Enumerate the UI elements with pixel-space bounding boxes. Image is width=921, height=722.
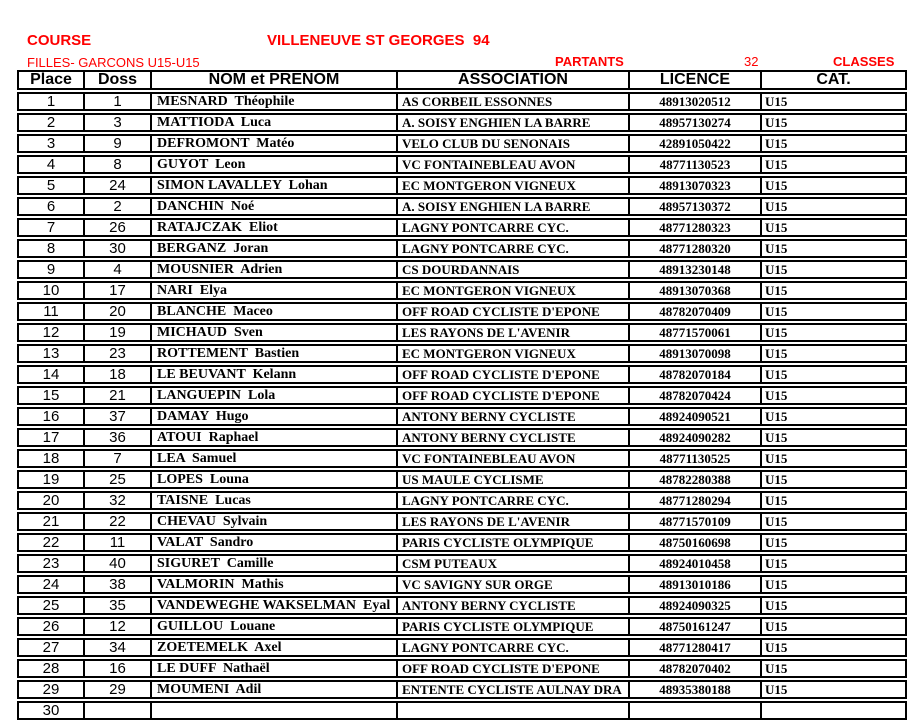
cell-place: 26	[19, 619, 85, 634]
cell-cat: U15	[765, 178, 788, 193]
cell-name: DEFROMONT Matéo	[152, 136, 398, 151]
cell-doss: 21	[85, 388, 152, 403]
cell-cat: U15	[765, 346, 788, 361]
cell-cat: U15	[765, 598, 788, 613]
table-row	[17, 428, 907, 447]
cell-doss: 8	[85, 157, 152, 172]
table-row	[17, 638, 907, 657]
table-row	[17, 596, 907, 615]
table-row	[17, 155, 907, 174]
cell-association: EC MONTGERON VIGNEUX	[398, 178, 630, 193]
cell-cat: U15	[765, 577, 788, 592]
cell-place: 21	[19, 514, 85, 529]
cell-licence: 48957130372	[630, 199, 762, 214]
cell-licence: 48924090325	[630, 598, 762, 613]
cell-doss: 40	[85, 556, 152, 571]
table-row	[17, 92, 907, 111]
cell-association: VC SAVIGNY SUR ORGE	[398, 577, 630, 592]
table-row	[17, 176, 907, 195]
cell-cat: U15	[765, 556, 788, 571]
cell-association: ANTONY BERNY CYCLISTE	[398, 598, 630, 613]
cell-name: VALMORIN Mathis	[152, 577, 398, 592]
cell-place: 13	[19, 346, 85, 361]
cell-association: LAGNY PONTCARRE CYC.	[398, 241, 630, 256]
cell-cat: U15	[765, 94, 788, 109]
table-row	[17, 680, 907, 699]
cell-licence: 48782070409	[630, 304, 762, 319]
cell-licence: 48913070368	[630, 283, 762, 298]
cell-name: MICHAUD Sven	[152, 325, 398, 340]
cell-cat: U15	[765, 262, 788, 277]
cell-association: LES RAYONS DE L'AVENIR	[398, 514, 630, 529]
cell-association: PARIS CYCLISTE OLYMPIQUE	[398, 535, 630, 550]
cell-place: 5	[19, 178, 85, 193]
table-row	[17, 533, 907, 552]
course-label: COURSE	[27, 32, 92, 49]
cell-name: CHEVAU Sylvain	[152, 514, 398, 529]
table-row	[17, 344, 907, 363]
cell-doss	[85, 703, 152, 718]
cell-name: LOPES Louna	[152, 472, 398, 487]
cell-name: ATOUI Raphael	[152, 430, 398, 445]
cell-association	[398, 703, 630, 718]
cell-doss: 25	[85, 472, 152, 487]
col-header-association: ASSOCIATION	[398, 72, 630, 88]
cell-name: DAMAY Hugo	[152, 409, 398, 424]
cell-name: MOUMENI Adil	[152, 682, 398, 697]
cell-place: 15	[19, 388, 85, 403]
cell-place: 4	[19, 157, 85, 172]
cell-licence: 48771280320	[630, 241, 762, 256]
cell-cat: U15	[765, 640, 788, 655]
cell-doss: 24	[85, 178, 152, 193]
cell-association: EC MONTGERON VIGNEUX	[398, 283, 630, 298]
cell-name: NARI Elya	[152, 283, 398, 298]
cell-name: SIGURET Camille	[152, 556, 398, 571]
partants-value: 32	[744, 54, 759, 69]
cell-licence: 48782280388	[630, 472, 762, 487]
cell-place: 11	[19, 304, 85, 319]
cell-cat: U15	[765, 472, 788, 487]
cell-doss: 4	[85, 262, 152, 277]
cell-doss: 12	[85, 619, 152, 634]
cell-licence: 48913010186	[630, 577, 762, 592]
cell-cat: U15	[765, 493, 788, 508]
col-header-doss: Doss	[85, 72, 152, 88]
cell-association: OFF ROAD CYCLISTE D'EPONE	[398, 661, 630, 676]
table-row	[17, 323, 907, 342]
cell-doss: 30	[85, 241, 152, 256]
cell-licence: 48924090282	[630, 430, 762, 445]
cell-place: 28	[19, 661, 85, 676]
cell-place: 1	[19, 94, 85, 109]
table-row	[17, 134, 907, 153]
cell-licence: 48935380188	[630, 682, 762, 697]
cell-association: US MAULE CYCLISME	[398, 472, 630, 487]
table-row	[17, 617, 907, 636]
cell-doss: 37	[85, 409, 152, 424]
cell-licence	[630, 703, 762, 718]
cell-place: 7	[19, 220, 85, 235]
cell-doss: 36	[85, 430, 152, 445]
cell-cat: U15	[765, 388, 788, 403]
col-header-licence: LICENCE	[630, 72, 762, 88]
classes-label: CLASSES	[833, 54, 895, 69]
cell-cat: U15	[765, 661, 788, 676]
cell-name: TAISNE Lucas	[152, 493, 398, 508]
table-row	[17, 554, 907, 573]
cell-cat: U15	[765, 409, 788, 424]
cell-licence: 48924010458	[630, 556, 762, 571]
table-row	[17, 302, 907, 321]
cell-licence: 48913020512	[630, 94, 762, 109]
race-title: VILLENEUVE ST GEORGES 94	[267, 32, 490, 49]
cell-name: GUYOT Leon	[152, 157, 398, 172]
cell-doss: 29	[85, 682, 152, 697]
cell-name: GUILLOU Louane	[152, 619, 398, 634]
cell-doss: 7	[85, 451, 152, 466]
cell-licence: 48771130525	[630, 451, 762, 466]
cell-cat: U15	[765, 220, 788, 235]
cell-cat: U15	[765, 304, 788, 319]
cell-association: VC FONTAINEBLEAU AVON	[398, 451, 630, 466]
cell-cat: U15	[765, 430, 788, 445]
cell-name: MATTIODA Luca	[152, 115, 398, 130]
cell-doss: 2	[85, 199, 152, 214]
cell-association: VC FONTAINEBLEAU AVON	[398, 157, 630, 172]
cell-licence: 48913070323	[630, 178, 762, 193]
cell-licence: 48924090521	[630, 409, 762, 424]
table-body	[17, 92, 907, 720]
cell-name: LANGUEPIN Lola	[152, 388, 398, 403]
cell-licence: 48771570061	[630, 325, 762, 340]
cell-place: 9	[19, 262, 85, 277]
cell-doss: 34	[85, 640, 152, 655]
table-header-row	[17, 70, 907, 90]
cell-doss: 3	[85, 115, 152, 130]
cell-name: VANDEWEGHE WAKSELMAN Eyal	[152, 598, 398, 613]
cell-doss: 38	[85, 577, 152, 592]
col-header-cat: CAT.	[816, 72, 851, 88]
cell-cat: U15	[765, 283, 788, 298]
cell-place: 16	[19, 409, 85, 424]
cell-licence: 48771570109	[630, 514, 762, 529]
cell-doss: 26	[85, 220, 152, 235]
table-row	[17, 218, 907, 237]
cell-place: 14	[19, 367, 85, 382]
cell-licence: 48913230148	[630, 262, 762, 277]
cell-cat: U15	[765, 199, 788, 214]
cell-place: 30	[19, 703, 85, 718]
cell-cat	[762, 703, 905, 718]
category-line: FILLES- GARCONS U15-U15	[27, 55, 200, 70]
cell-doss: 35	[85, 598, 152, 613]
cell-place: 10	[19, 283, 85, 298]
cell-name	[152, 703, 398, 718]
cell-licence: 48771280294	[630, 493, 762, 508]
cell-place: 17	[19, 430, 85, 445]
cell-doss: 9	[85, 136, 152, 151]
cell-name: MOUSNIER Adrien	[152, 262, 398, 277]
cell-licence: 48782070424	[630, 388, 762, 403]
table-row	[17, 239, 907, 258]
cell-association: CSM PUTEAUX	[398, 556, 630, 571]
cell-place: 27	[19, 640, 85, 655]
cell-association: A. SOISY ENGHIEN LA BARRE	[398, 115, 630, 130]
cell-place: 6	[19, 199, 85, 214]
cell-licence: 48750160698	[630, 535, 762, 550]
cell-association: ANTONY BERNY CYCLISTE	[398, 409, 630, 424]
table-row	[17, 491, 907, 510]
cell-doss: 11	[85, 535, 152, 550]
cell-association: ANTONY BERNY CYCLISTE	[398, 430, 630, 445]
cell-cat: U15	[765, 325, 788, 340]
table-row	[17, 281, 907, 300]
cell-association: OFF ROAD CYCLISTE D'EPONE	[398, 367, 630, 382]
cell-place: 19	[19, 472, 85, 487]
cell-licence: 48957130274	[630, 115, 762, 130]
partants-label: PARTANTS	[555, 54, 624, 69]
cell-place: 12	[19, 325, 85, 340]
cell-place: 25	[19, 598, 85, 613]
table-row	[17, 386, 907, 405]
cell-name: RATAJCZAK Eliot	[152, 220, 398, 235]
table-row	[17, 407, 907, 426]
cell-licence: 48771280417	[630, 640, 762, 655]
sheet-header	[0, 0, 921, 70]
cell-name: BERGANZ Joran	[152, 241, 398, 256]
cell-name: LE BEUVANT Kelann	[152, 367, 398, 382]
cell-name: ZOETEMELK Axel	[152, 640, 398, 655]
cell-association: OFF ROAD CYCLISTE D'EPONE	[398, 304, 630, 319]
cell-association: LAGNY PONTCARRE CYC.	[398, 493, 630, 508]
cell-place: 3	[19, 136, 85, 151]
cell-licence: 48782070402	[630, 661, 762, 676]
cell-cat: U15	[765, 619, 788, 634]
cell-name: ROTTEMENT Bastien	[152, 346, 398, 361]
cell-doss: 16	[85, 661, 152, 676]
table-row	[17, 260, 907, 279]
cell-place: 2	[19, 115, 85, 130]
cell-cat: U15	[765, 136, 788, 151]
cell-doss: 22	[85, 514, 152, 529]
cell-association: VELO CLUB DU SENONAIS	[398, 136, 630, 151]
cell-doss: 19	[85, 325, 152, 340]
cell-name: VALAT Sandro	[152, 535, 398, 550]
table-row	[17, 365, 907, 384]
results-table	[17, 70, 907, 722]
cell-doss: 23	[85, 346, 152, 361]
table-row	[17, 197, 907, 216]
cell-association: PARIS CYCLISTE OLYMPIQUE	[398, 619, 630, 634]
cell-place: 23	[19, 556, 85, 571]
cell-licence: 48771130523	[630, 157, 762, 172]
cell-name: BLANCHE Maceo	[152, 304, 398, 319]
col-header-name: NOM et PRENOM	[152, 72, 398, 88]
cell-licence: 42891050422	[630, 136, 762, 151]
table-row	[17, 512, 907, 531]
cell-place: 29	[19, 682, 85, 697]
table-row	[17, 470, 907, 489]
cell-association: AS CORBEIL ESSONNES	[398, 94, 630, 109]
cell-cat: U15	[765, 157, 788, 172]
cell-doss: 18	[85, 367, 152, 382]
cell-doss: 20	[85, 304, 152, 319]
cell-cat: U15	[765, 367, 788, 382]
cell-association: EC MONTGERON VIGNEUX	[398, 346, 630, 361]
cell-association: CS DOURDANNAIS	[398, 262, 630, 277]
cell-association: OFF ROAD CYCLISTE D'EPONE	[398, 388, 630, 403]
cell-name: LE DUFF Nathaël	[152, 661, 398, 676]
cell-name: LEA Samuel	[152, 451, 398, 466]
cell-doss: 1	[85, 94, 152, 109]
cell-association: ENTENTE CYCLISTE AULNAY DRA	[398, 682, 630, 697]
cell-cat: U15	[765, 682, 788, 697]
cell-association: LES RAYONS DE L'AVENIR	[398, 325, 630, 340]
table-row	[17, 113, 907, 132]
cell-name: DANCHIN Noé	[152, 199, 398, 214]
cell-doss: 17	[85, 283, 152, 298]
cell-cat: U15	[765, 115, 788, 130]
cell-name: SIMON LAVALLEY Lohan	[152, 178, 398, 193]
cell-cat: U15	[765, 514, 788, 529]
cell-doss: 32	[85, 493, 152, 508]
cell-place: 18	[19, 451, 85, 466]
cell-place: 20	[19, 493, 85, 508]
cell-cat: U15	[765, 241, 788, 256]
cell-place: 24	[19, 577, 85, 592]
table-row	[17, 659, 907, 678]
table-row	[17, 701, 907, 720]
cell-licence: 48771280323	[630, 220, 762, 235]
cell-association: A. SOISY ENGHIEN LA BARRE	[398, 199, 630, 214]
col-header-place: Place	[19, 72, 85, 88]
cell-licence: 48782070184	[630, 367, 762, 382]
cell-place: 22	[19, 535, 85, 550]
cell-association: LAGNY PONTCARRE CYC.	[398, 220, 630, 235]
cell-licence: 48750161247	[630, 619, 762, 634]
cell-place: 8	[19, 241, 85, 256]
cell-association: LAGNY PONTCARRE CYC.	[398, 640, 630, 655]
cell-cat: U15	[765, 535, 788, 550]
cell-licence: 48913070098	[630, 346, 762, 361]
cell-cat: U15	[765, 451, 788, 466]
table-row	[17, 575, 907, 594]
table-row	[17, 449, 907, 468]
cell-name: MESNARD Théophile	[152, 94, 398, 109]
